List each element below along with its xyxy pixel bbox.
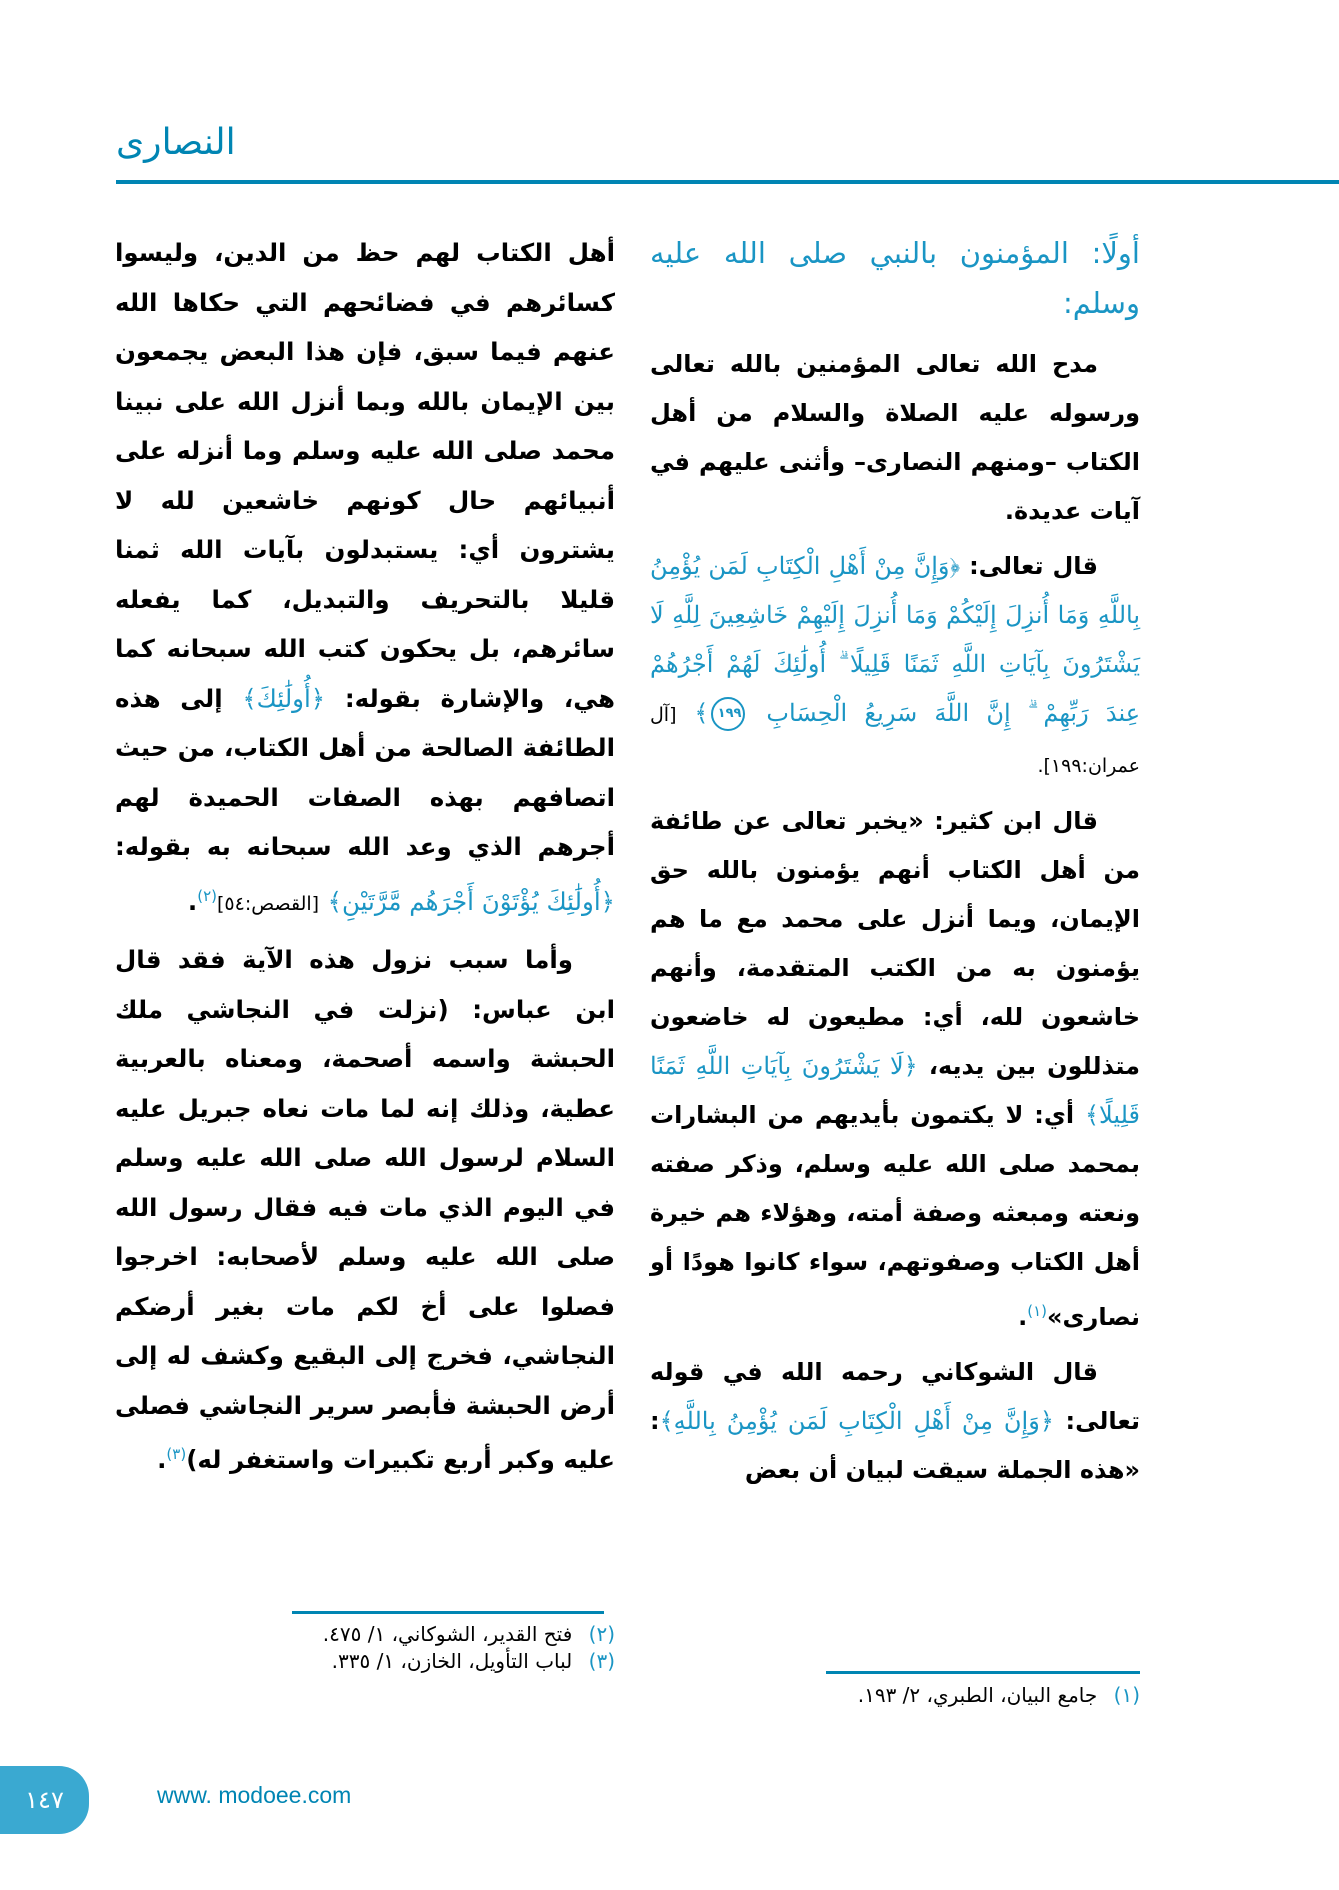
verse-reference: [آل عمران:١٩٩].	[650, 704, 1140, 777]
paragraph-text: قال ابن كثير: «يخبر تعالى عن طائفة من أهل الكتاب أنهم يؤمنون بالله حق الإيمان، ويما أنزل على محمد مع ما هم يؤمنون به من الكتب المتقدمة، وأنهم خاشعون لله، أي: مطيعون له خاضعون متذللون بين يديه،	[650, 807, 1140, 1080]
footnote-number: (١)	[1113, 1683, 1140, 1707]
footnote	[115, 1648, 615, 1675]
quran-quote: ﴿أُولَٰئِكَ﴾	[242, 683, 326, 713]
page-number-badge	[0, 1766, 89, 1834]
quote-intro: قال تعالى:	[969, 552, 1098, 580]
quran-quote: ﴿لَا يَشْتَرُونَ بِآيَاتِ اللَّهِ ثَمَنًا قَلِيلًا﴾	[650, 1052, 1141, 1129]
header-divider	[116, 180, 1339, 184]
footnote-marker[interactable]: (٢)	[197, 886, 217, 905]
footnote-marker[interactable]: (٣)	[166, 1445, 187, 1464]
footnote-divider	[826, 1671, 1140, 1674]
paragraph-shawkani	[650, 1348, 1140, 1495]
paragraph: مدح الله تعالى المؤمنين بالله تعالى ورسوله عليه الصلاة والسلام من أهل الكتاب –ومنهم النصارى– وأثنى عليهم في آيات عديدة.	[650, 350, 1140, 525]
footnote	[650, 1682, 1140, 1709]
paragraph-end: .	[187, 886, 198, 916]
footnotes-right	[650, 1682, 1140, 1709]
paragraph-text: أهل الكتاب لهم حظ من الدين، وليسوا كسائرهم في فضائحهم التي حكاها الله عنهم فيما سبق، فإن هذا البعض يجمعون بين الإيمان بالله وبما أنزل الله على نبينا محمد صلى الله عليه وسلم وما أنزله على أنبيائهم حال كونهم خاشعين لله لا يشترون أي: يستبدلون بآيات الله ثمنا قليلا بالتحريف والتبديل، كما يفعله سائرهم، بل يحكون كتب الله سبحانه كما هي، والإشارة بقوله:	[115, 238, 615, 713]
paragraph-end: .	[1018, 1303, 1028, 1331]
quran-verse: وَإِنَّ مِنْ أَهْلِ الْكِتَابِ لَمَن يُؤْمِنُ بِاللَّهِ وَمَا أُنزِلَ إِلَيْكُمْ وَمَا أُنزِلَ إِلَيْهِمْ خَاشِعِينَ لِلَّهِ لَا يَشْتَرُونَ بِآيَاتِ اللَّهِ ثَمَنًا قَلِيلًا ۗ أُولَٰئِكَ لَهُمْ أَجْرُهُمْ عِندَ رَبِّهِمْ ۗ إِنَّ اللَّهَ سَرِيعُ الْحِسَابِ	[650, 552, 1141, 727]
left-column	[115, 228, 615, 1491]
chapter-title: النصارى	[116, 122, 236, 163]
footnote-divider	[292, 1611, 604, 1614]
paragraph-end: .	[157, 1445, 167, 1475]
verse-reference: [القصص:٥٤]	[217, 892, 320, 915]
paragraph-text: إلى هذه الطائفة الصالحة من أهل الكتاب، من حيث اتصافهم بهذه الصفات الحميدة لهم أجرهم الذي وعد الله سبحانه به بقوله:	[115, 683, 615, 861]
section-heading: أولًا: المؤمنون بالنبي صلى الله عليه وسلم:	[650, 236, 1140, 320]
footnote-marker[interactable]: (١)	[1027, 1302, 1047, 1320]
quran-open-bracket: ﴿	[949, 552, 961, 580]
footnote-text: جامع البيان، الطبري، ٢/ ١٩٣.	[857, 1683, 1098, 1707]
footnote-text: فتح القدير، الشوكاني، ١/ ٤٧٥.	[322, 1622, 573, 1646]
paragraph-continued	[115, 228, 615, 929]
footnote	[115, 1621, 615, 1648]
quran-close-bracket: ﴾	[694, 699, 709, 727]
paragraph-text: : «هذه الجملة سيقت لبيان أن بعض	[650, 1407, 1140, 1484]
paragraph-quran-citation	[650, 542, 1140, 791]
quran-quote: ﴿أُولَٰئِكَ يُؤْتَوْنَ أَجْرَهُم مَّرَّتَيْنِ﴾	[327, 886, 615, 916]
quran-quote: ﴿وَإِنَّ مِنْ أَهْلِ الْكِتَابِ لَمَن يُؤْمِنُ بِاللَّهِ﴾	[659, 1407, 1054, 1435]
paragraph-text: قال الشوكاني رحمه الله في قوله تعالى:	[650, 1358, 1140, 1435]
paragraph-revelation-cause	[115, 935, 615, 1485]
footnote-text: لباب التأويل، الخازن، ١/ ٣٣٥.	[331, 1649, 573, 1673]
footnote-number: (٢)	[588, 1622, 615, 1646]
paragraph-ibn-kathir	[650, 797, 1140, 1342]
footnotes-left	[115, 1621, 615, 1675]
page-number: ١٤٧	[25, 1786, 64, 1814]
website-link[interactable]: www. modoee.com	[157, 1782, 352, 1808]
footnote-number: (٣)	[588, 1649, 615, 1673]
paragraph-text: أي: لا يكتمون بأيديهم من البشارات بمحمد صلى الله عليه وسلم، وذكر صفته ونعته ومبعثه وصفة أمته، وهؤلاء هم خيرة أهل الكتاب وصفوتهم، سواء كانوا هودًا أو نصارى»	[650, 1101, 1140, 1331]
ayah-number-marker: ١٩٩	[711, 697, 745, 731]
paragraph-text: وأما سبب نزول هذه الآية فقد قال ابن عباس: (نزلت في النجاشي ملك الحبشة واسمه أصحمة، ومعناه بالعربية عطية، وذلك إنه لما مات نعاه جبريل عليه السلام لرسول الله صلى الله عليه وسلم في اليوم الذي مات فيه فقال رسول الله صلى الله عليه وسلم لأصحابه: اخرجوا فصلوا على أخ لكم مات بغير أرضكم النجاشي، فخرج إلى البقيع وكشف له إلى أرض الحبشة فأبصر سرير النجاشي فصلى عليه وكبر أربع تكبيرات واستغفر له)	[115, 945, 615, 1475]
right-column	[650, 228, 1140, 1501]
